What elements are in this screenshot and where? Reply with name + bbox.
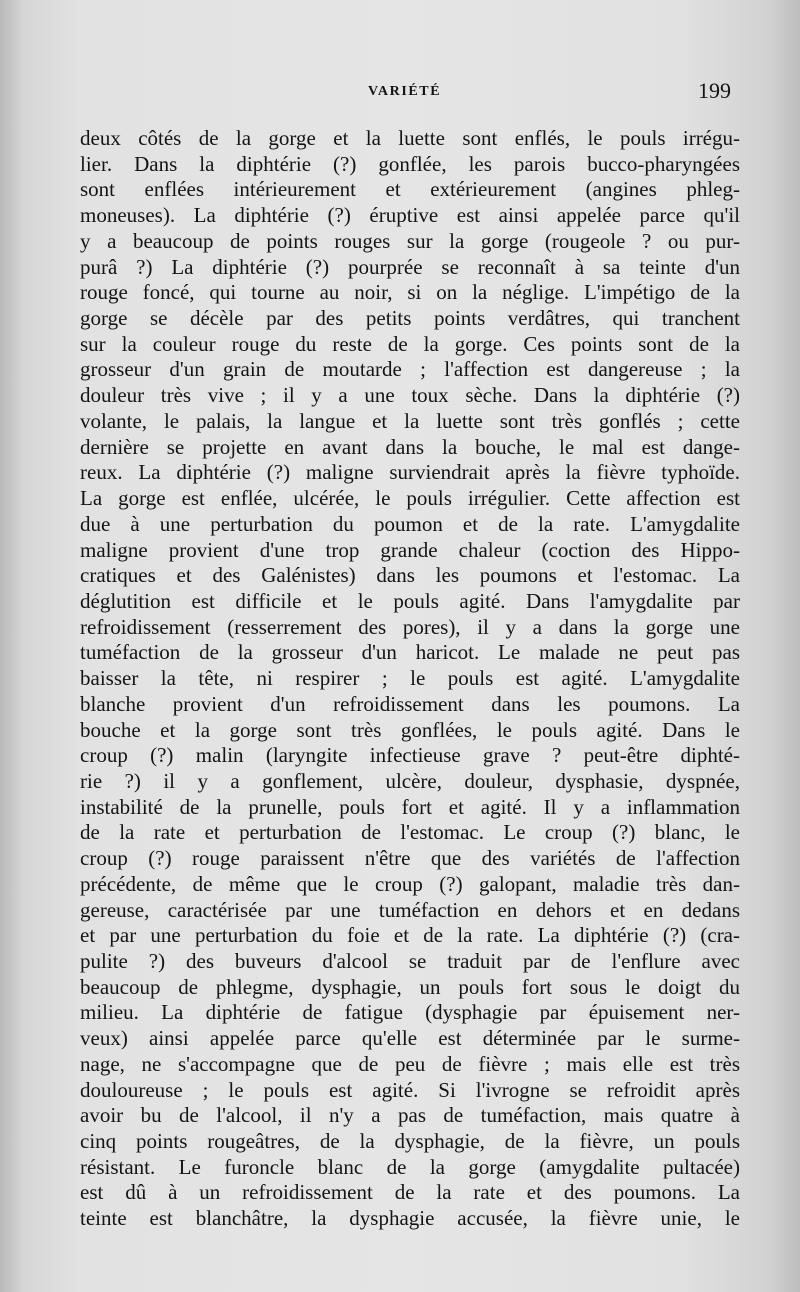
page-number: 199 — [698, 78, 731, 103]
text-line: croup (?) rouge paraissent n'être que des variétés de l'affection — [80, 846, 740, 871]
text-line: reux. La diphtérie (?) maligne surviendrait après la fièvre typhoïde. — [80, 460, 740, 485]
text-line: moneuses). La diphtérie (?) éruptive est ainsi appelée parce qu'il — [80, 203, 740, 228]
text-line: douleur très vive ; il y a une toux sèche. Dans la diphtérie (?) — [80, 383, 740, 408]
text-line: cratiques et des Galénistes) dans les poumons et l'estomac. La — [80, 563, 740, 588]
text-line: instabilité de la prunelle, pouls fort et agité. Il y a inflammation — [80, 794, 740, 819]
text-line: et par une perturbation du foie et de la rate. La diphtérie (?) (cra- — [80, 923, 740, 948]
text-line: bouche et la gorge sont très gonflées, le pouls agité. Dans le — [80, 717, 740, 742]
text-line: blanche provient d'un refroidissement dans les poumons. La — [80, 691, 740, 716]
text-line: veux) ainsi appelée parce qu'elle est déterminée par le surme- — [80, 1026, 740, 1051]
text-line: milieu. La diphtérie de fatigue (dysphagie par épuisement ner- — [80, 1000, 740, 1025]
running-title: VARIÉTÉ — [368, 84, 442, 99]
text-line: lier. Dans la diphtérie (?) gonflée, les parois bucco-pharyngées — [80, 151, 740, 176]
text-line: purâ ?) La diphtérie (?) pourprée se reconnaît à sa teinte d'un — [80, 254, 740, 279]
text-line: teinte est blanchâtre, la dysphagie accusée, la fièvre unie, le — [80, 1206, 740, 1231]
text-line: La gorge est enflée, ulcérée, le pouls irrégulier. Cette affection est — [80, 486, 740, 511]
text-line: précédente, de même que le croup (?) galopant, maladie très dan- — [80, 871, 740, 896]
text-line: est dû à un refroidissement de la rate et des poumons. La — [80, 1180, 740, 1205]
text-line: grosseur d'un grain de moutarde ; l'affection est dangereuse ; la — [80, 357, 740, 382]
text-line: rie ?) il y a gonflement, ulcère, douleur, dysphasie, dyspnée, — [80, 768, 740, 793]
text-line: maligne provient d'une trop grande chaleur (coction des Hippo- — [80, 537, 740, 562]
text-line: refroidissement (resserrement des pores), il y a dans la gorge une — [80, 614, 740, 639]
text-line: volante, le palais, la langue et la luette sont très gonflés ; cette — [80, 408, 740, 433]
text-line: sur la couleur rouge du reste de la gorge. Ces points sont de la — [80, 331, 740, 356]
text-line: y a beaucoup de points rouges sur la gorge (rougeole ? ou pur- — [80, 228, 740, 253]
text-line: baisser la tête, ni respirer ; le pouls est agité. L'amygdalite — [80, 666, 740, 691]
text-line: déglutition est difficile et le pouls agité. Dans l'amygdalite par — [80, 588, 740, 613]
page-header — [0, 78, 800, 114]
text-line: douloureuse ; le pouls est agité. Si l'ivrogne se refroidit après — [80, 1077, 740, 1102]
body-text — [80, 126, 740, 1232]
text-line: tuméfaction de la grosseur d'un haricot. Le malade ne peut pas — [80, 640, 740, 665]
text-line: croup (?) malin (laryngite infectieuse grave ? peut-être diphté- — [80, 743, 740, 768]
text-line: sont enflées intérieurement et extérieurement (angines phleg- — [80, 177, 740, 202]
text-line: gorge se décèle par des petits points verdâtres, qui tranchent — [80, 306, 740, 331]
text-line: gereuse, caractérisée par une tuméfaction en dehors et en dedans — [80, 897, 740, 922]
text-line: deux côtés de la gorge et la luette sont enflés, le pouls irrégu- — [80, 126, 740, 150]
text-line: dernière se projette en avant dans la bouche, le mal est dange- — [80, 434, 740, 459]
text-line: cinq points rougeâtres, de la dysphagie, de la fièvre, un pouls — [80, 1129, 740, 1154]
text-line: résistant. Le furoncle blanc de la gorge (amygdalite pultacée) — [80, 1154, 740, 1179]
text-line: avoir bu de l'alcool, il n'y a pas de tuméfaction, mais quatre à — [80, 1103, 740, 1128]
text-line: nage, ne s'accompagne que de peu de fièvre ; mais elle est très — [80, 1051, 740, 1076]
text-line: pulite ?) des buveurs d'alcool se traduit par de l'enflure avec — [80, 949, 740, 973]
text-line: de la rate et perturbation de l'estomac. Le croup (?) blanc, le — [80, 820, 740, 845]
text-line: rouge foncé, qui tourne au noir, si on la néglige. L'impétigo de la — [80, 280, 740, 305]
text-line: beaucoup de phlegme, dysphagie, un pouls fort sous le doigt du — [80, 974, 740, 999]
text-line: due à une perturbation du poumon et de la rate. L'amygdalite — [80, 511, 740, 536]
